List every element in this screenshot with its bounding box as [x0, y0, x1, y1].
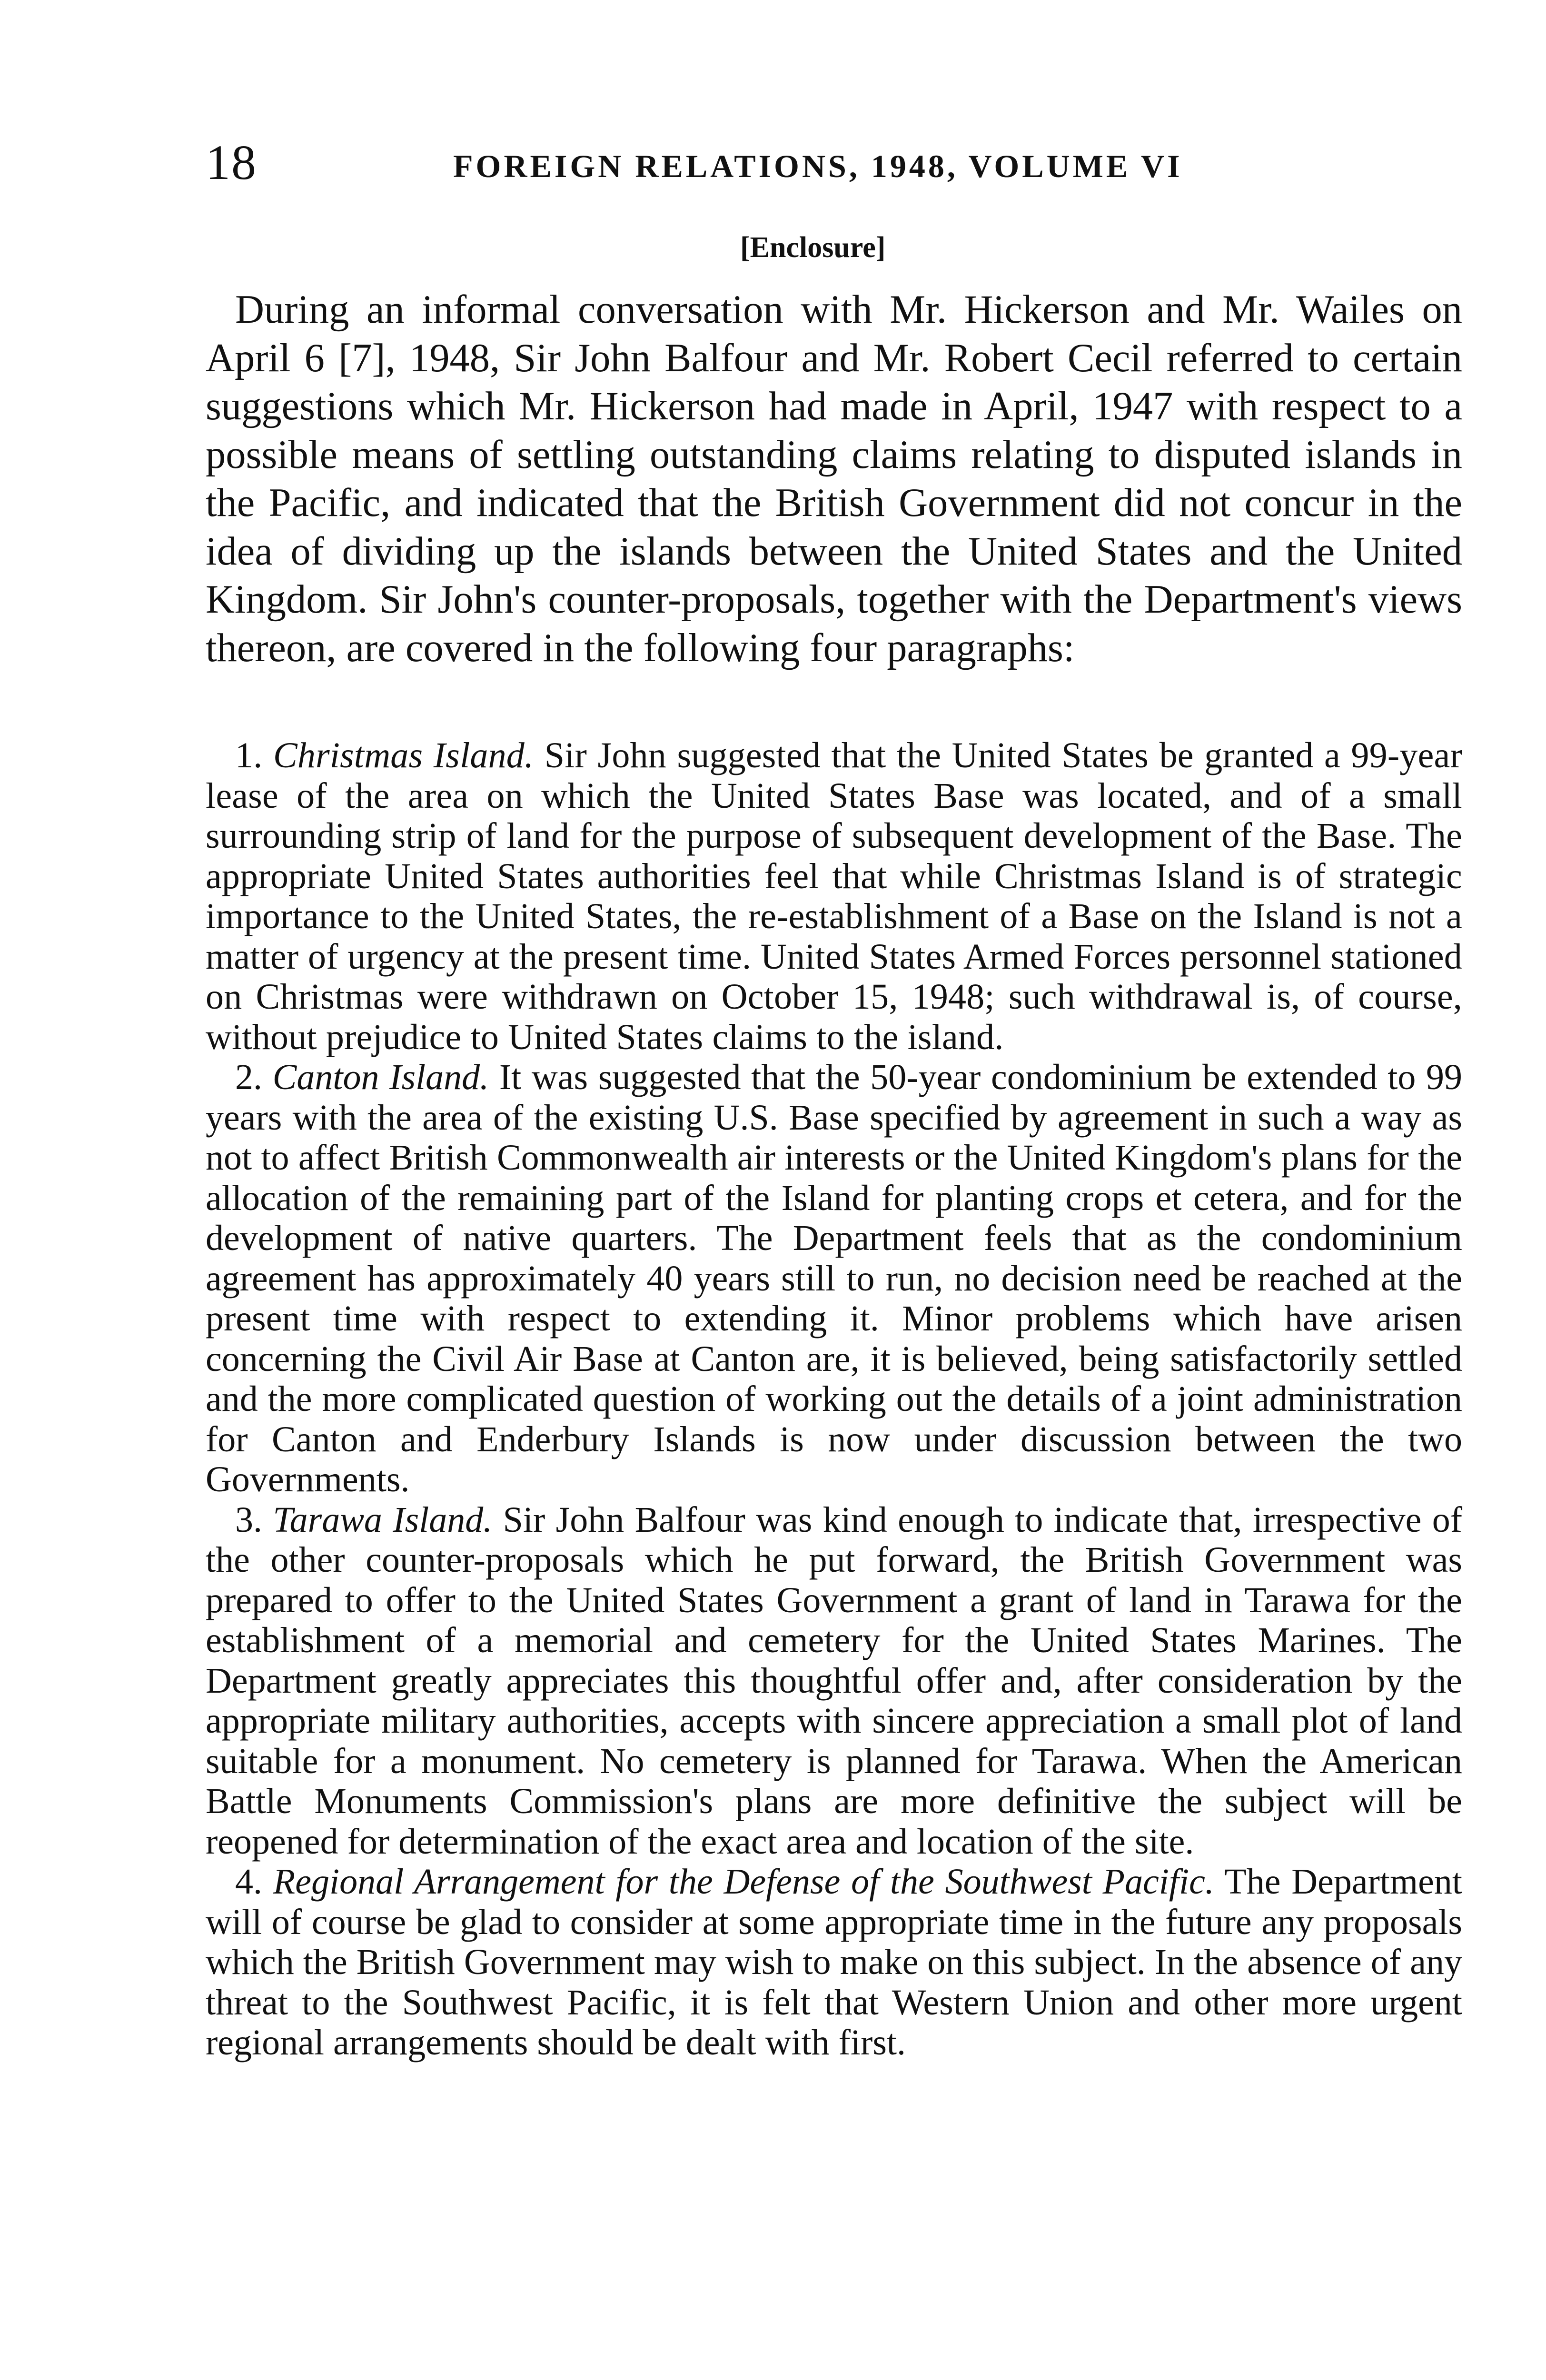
section-label: [Enclosure] — [740, 231, 886, 264]
numbered-paragraphs — [206, 735, 1462, 2063]
paragraph-canton-island — [206, 1057, 1462, 1500]
paragraph-number: 3. — [235, 1499, 262, 1540]
paragraph-heading: Canton Island. — [272, 1057, 489, 1097]
paragraph-text: Sir John Balfour was kind enough to indicate that, irrespective of the other counter-proposals which he put forward, the British Government was prepared to offer to the United States Government a grant of land in Tarawa for the establishment of a memorial and cemetery for the United States Marines. The Department greatly appreciates this thoughtful offer and, after consideration by the appropriate military authorities, accepts with sincere appreciation a small plot of land suitable for a monument. No cemetery is planned for Tarawa. When the American Battle Monuments Commission's plans are more definitive the subject will be reopened for determination of the exact area and location of the site. — [206, 1499, 1463, 1862]
paragraph-text: Sir John suggested that the United States be granted a 99-year lease of the area on which the United States Base was located, and of a small surrounding strip of land for the purpose of subsequent development of the Base. The appropriate United States authorities feel that while Christmas Island is of strategic importance to the United States, the re-establishment of a Base on the Island is not a matter of urgency at the present time. United States Armed Forces personnel stationed on Christmas were withdrawn on October 15, 1948; such withdrawal is, of course, without prejudice to United States claims to the island. — [206, 735, 1463, 1057]
paragraph-number: 4. — [235, 1862, 262, 1902]
paragraph-regional-arrangement — [206, 1862, 1462, 2063]
intro-block — [206, 286, 1462, 672]
paragraph-text: The Department will of course be glad to consider at some appropriate time in the future any proposals which the British Government may wish to make on this subject. In the absence of any threat to the Southwest Pacific, it is felt that Western Union and other more urgent regional arrangements should be dealt with first. — [206, 1862, 1462, 2063]
paragraph-tarawa-island — [206, 1500, 1462, 1862]
paragraph-number: 1. — [235, 735, 263, 775]
paragraph-text: It was suggested that the 50-year condominium be extended to 99 years with the area of the existing U.S. Base specified by agreement in such a way as not to affect British Commonwealth air interests or the United Kingdom's plans for the allocation of the remaining part of the Island for planting crops et cetera, and for the development of native quarters. The Department feels that as the condominium agreement has approximately 40 years still to run, no decision need be reached at the present time with respect to extending it. Minor problems which have arisen concerning the Civil Air Base at Canton are, it is believed, being satisfactorily settled and the more complicated question of working out the details of a joint administration for Canton and Enderbury Islands is now under discussion between the two Governments. — [206, 1057, 1463, 1499]
intro-paragraph: During an informal conversation with Mr. Hickerson and Mr. Wailes on April 6 [7], 1948, Sir John Balfour and Mr. Robert Cecil referred to certain suggestions which Mr. Hickerson had made in April, 1947 with respect to a possible means of settling outstanding claims relating to disputed islands in the Pacific, and indicated that the British Government did not concur in the idea of dividing up the islands between the United States and the United Kingdom. Sir John's counter-proposals, together with the Department's views thereon, are covered in the following four paragraphs: — [206, 288, 1462, 670]
page-number: 18 — [206, 135, 257, 190]
paragraph-heading: Christmas Island. — [273, 735, 534, 775]
paragraph-christmas-island — [206, 735, 1462, 1057]
running-head — [206, 134, 1477, 191]
paragraph-number: 2. — [235, 1057, 262, 1097]
journal-title: FOREIGN RELATIONS, 1948, VOLUME VI — [453, 148, 1183, 184]
paragraph-heading: Regional Arrangement for the Defense of the Southwest Pacific. — [273, 1862, 1214, 1902]
paragraph-heading: Tarawa Island. — [273, 1499, 493, 1540]
